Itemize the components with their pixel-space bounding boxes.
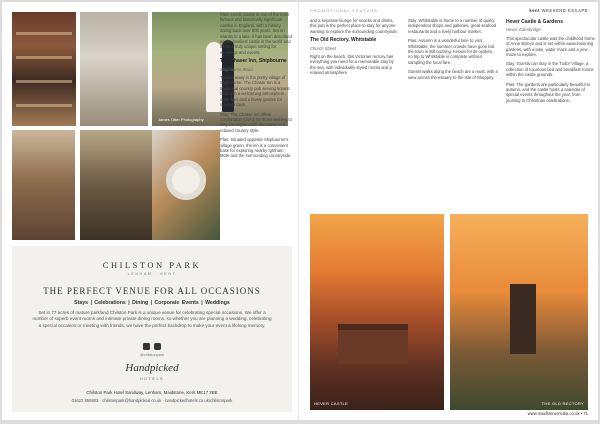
right-column-1 [310, 18, 400, 80]
venue-heading: Hever Castle & Gardens [506, 19, 563, 25]
left-text-column [220, 12, 292, 163]
paragraph: This spectacular castle was the childhood home of Anne Boleyn and is set within award-winning gardens, with a lake, water maze and a yew maze to explore. [506, 35, 595, 58]
venue-address: Hever, Edenbridge [506, 27, 541, 33]
venue-address: Shipbourne Road [220, 66, 253, 72]
section-tag [529, 8, 588, 13]
photo-caption: HEVER CASTLE [314, 401, 349, 406]
venue-heading: The Old Rectory, Whitstable [310, 37, 377, 44]
facebook-icon[interactable] [143, 343, 150, 350]
section-brand: kent [529, 8, 540, 13]
social-links [12, 343, 292, 350]
paragraph: Plas: Situated opposite Shipbourne's village green, the inn is a convenient base for exploring nearby Ightham Mote and the surrounding countryside. [220, 137, 292, 159]
right-column-3 [506, 18, 596, 107]
food-photo [152, 130, 220, 240]
handpicked-logo-sub: HOTELS [139, 377, 165, 381]
right-column-2 [408, 18, 498, 84]
advert-contact: 01622 859803 · chilstonpark@handpicked.co.uk · handpickedhotels.co.uk/chilstonpark [71, 398, 233, 403]
paragraph: Plas: Autumn is a wonderful time to visit Whitstable, the summer crowds have gone but the town is still buzzing. Known for its oysters, no trip to Whitstable is complete without sampling the local fare. [408, 38, 495, 65]
advert-headline: THE PERFECT VENUE FOR ALL OCCASIONS [43, 286, 261, 296]
running-head: PROMOTIONAL FEATURE [310, 8, 378, 13]
instagram-icon[interactable] [154, 343, 161, 350]
paragraph: Stay: Whitstable is home to a number of quirky independent shops and galleries, great seafood restaurants and a lively harbour market. [408, 18, 497, 34]
library-photo [12, 12, 76, 126]
hall-photo [80, 12, 148, 126]
advert-services: Stays | Celebrations | Dining | Corporate Events | Weddings [74, 300, 230, 306]
venue-heading: The Chaser Inn, Shipbourne [220, 58, 287, 65]
paragraph: Stay: The Chaser Inn offers comfortable rooms for those wishing to stay overnight, each decorated in a relaxed country style. [220, 111, 292, 133]
paragraph: Plas: The gardens are particularly beautiful in autumn, and the castle hosts a calendar of special events throughout the year, from jousting to Christmas celebrations. [506, 81, 590, 103]
photo-credit: James Otter Photography [158, 117, 204, 122]
sunset-photo [310, 214, 444, 410]
venue-address: Church Street [310, 45, 336, 51]
interior-photo [12, 130, 75, 240]
magazine-spread [2, 2, 598, 420]
tower-shape [510, 284, 536, 354]
castle-photo [450, 214, 588, 410]
handpicked-logo: Handpicked [125, 362, 179, 374]
right-page [300, 2, 598, 420]
paragraph: and a separate lounge for snacks and drinks, this pub is the perfect place to stay for anyone wanting to explore the surrounding countryside. [310, 18, 398, 34]
advert-address: Chilston Park Hotel Sandway, Lenham, Maidstone, Kent ME17 2BE [86, 390, 218, 395]
house-shape [338, 324, 408, 364]
paragraph: Sunset walks along the beach are a must, with a view across the estuary to the Isle of Sheppey. [408, 69, 498, 80]
chilston-park-advert [12, 246, 292, 412]
page-folio: www.maidstonemedia.co.uk • 71 [527, 411, 588, 416]
social-handle: @chilstonpark [139, 353, 165, 357]
plate-shape [166, 160, 206, 200]
left-page [2, 2, 299, 420]
advert-logo: CHILSTON PARK [102, 260, 202, 270]
falconer-photo [80, 130, 152, 240]
paragraph: Plas: Leeds Castle is one of the most famous and historically significant castles in England, with a history dating back over 900 years. Set on islands in a lake, it has been described as the loveliest castle in the world and offers a truly unique setting for weddings and events. [220, 12, 292, 55]
photo-caption: THE OLD RECTORY [541, 401, 584, 406]
paragraph: Tucked away in the pretty village of Shipbourne, The Chaser Inn is a traditional country pub serving honest food with a welcoming atmosphere, open fires and a lovely garden for summer days. [220, 75, 290, 108]
advert-body: Set in 77 acres of mature parkland Chilston Park is a unique venue for celebrating special occasions. We offer a number of superb event rooms and intimate private dining rooms, so whether you are planning a wedding, celebrating a special occasion or meeting with friends, we have the perfect backdrop to make your event a lifelong memory. [32, 310, 272, 328]
paragraph: Stay: Guests can stay in the Tudor Village, a collection of luxurious bed and breakfast rooms within the castle grounds. [506, 61, 594, 78]
section-name: WEEKEND ESCAPE [541, 8, 588, 13]
paragraph: Right on the beach, this Victorian rectory has everything you need for a memorable stay by the sea, with individually styled rooms and a relaxed atmosphere. [310, 54, 394, 76]
advert-logo-sub: LENHAM · KENT [127, 272, 177, 276]
